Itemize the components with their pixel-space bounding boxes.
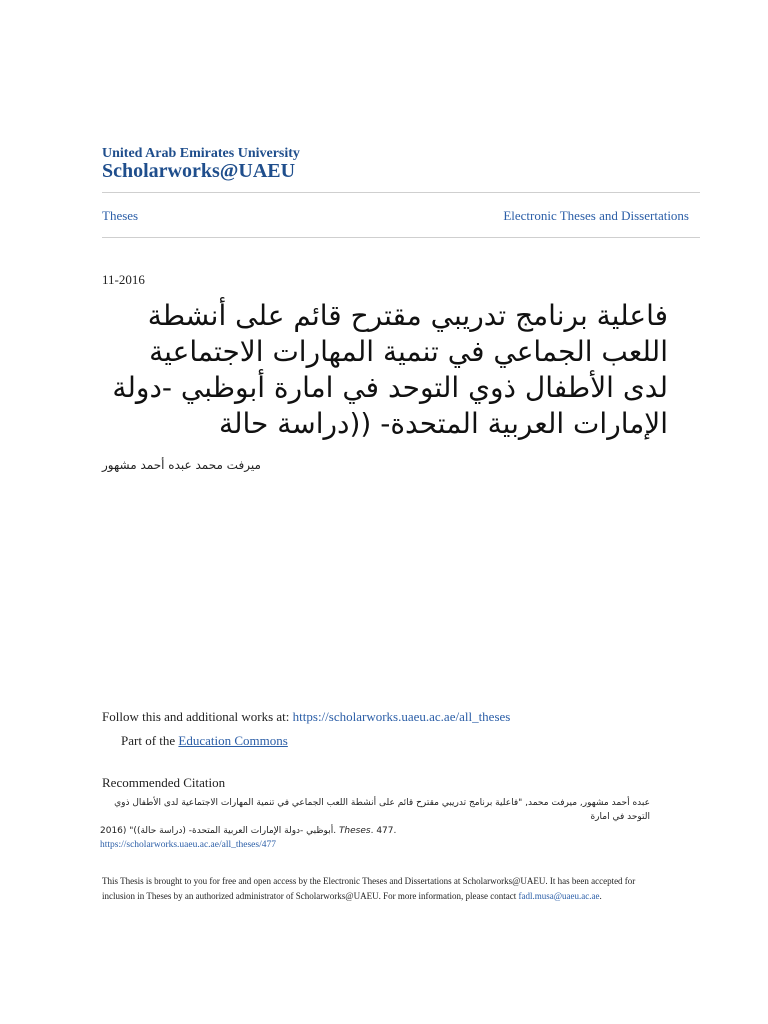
- citation-line-2-suffix: . 477.: [370, 826, 397, 836]
- divider-top: [102, 192, 700, 193]
- citation-series: Theses: [338, 826, 371, 836]
- author-name: ميرفت محمد عبده أحمد مشهور: [102, 458, 261, 472]
- part-of-prefix: Part of the: [121, 733, 179, 748]
- publication-date: 11-2016: [102, 272, 145, 287]
- recommended-citation-heading: Recommended Citation: [102, 775, 226, 790]
- follow-prefix: Follow this and additional works at:: [102, 709, 293, 724]
- citation-url-link[interactable]: https://scholarworks.uaeu.ac.ae/all_theses/477: [100, 840, 276, 850]
- follow-url-link[interactable]: https://scholarworks.uaeu.ac.ae/all_theses: [292, 709, 511, 724]
- citation-line-2-prefix: 2016) "(أبوظبي -دولة الإمارات العربية المتحدة- (دراسة حالة).: [100, 826, 339, 836]
- part-of-line: [121, 733, 288, 749]
- follow-line: [102, 709, 510, 725]
- citation-line-1: عبده أحمد مشهور, ميرفت محمد, "فاعلية برنامج تدريبي مقترح قائم على أنشطة اللعب الجماعي في تنمية المهارات الاجتماعية لدى الأطفال ذوي التوحد في امارة: [114, 798, 650, 822]
- university-name: United Arab Emirates University: [102, 146, 300, 161]
- divider-bottom: [102, 237, 700, 238]
- notice-text: This Thesis is brought to you for free and open access by the Electronic Theses and Dissertations at Scholarworks@UAEU. It has been accepted for inclusion in Theses by an authorized administrator of Scholarworks@UAEU. For more information, please contact: [102, 876, 636, 901]
- contact-email-link[interactable]: fadl.musa@uaeu.ac.ae: [518, 891, 600, 901]
- repository-name[interactable]: Scholarworks@UAEU: [102, 160, 296, 182]
- citation-block: [100, 796, 650, 852]
- education-commons-link[interactable]: Education Commons: [178, 733, 288, 748]
- access-notice: [102, 874, 662, 904]
- citation-line-2: [100, 824, 650, 838]
- breadcrumb-etd-link[interactable]: Electronic Theses and Dissertations: [503, 208, 689, 223]
- breadcrumb-theses-link[interactable]: Theses: [102, 208, 139, 223]
- thesis-title: فاعلية برنامج تدريبي مقترح قائم على أنشطة اللعب الجماعي في تنمية المهارات الاجتماعية لدى الأطفال ذوي التوحد في امارة أبوظبي -دولة الإمارات العربية المتحدة- ((دراسة حالة: [112, 299, 668, 440]
- notice-end: .: [599, 891, 602, 901]
